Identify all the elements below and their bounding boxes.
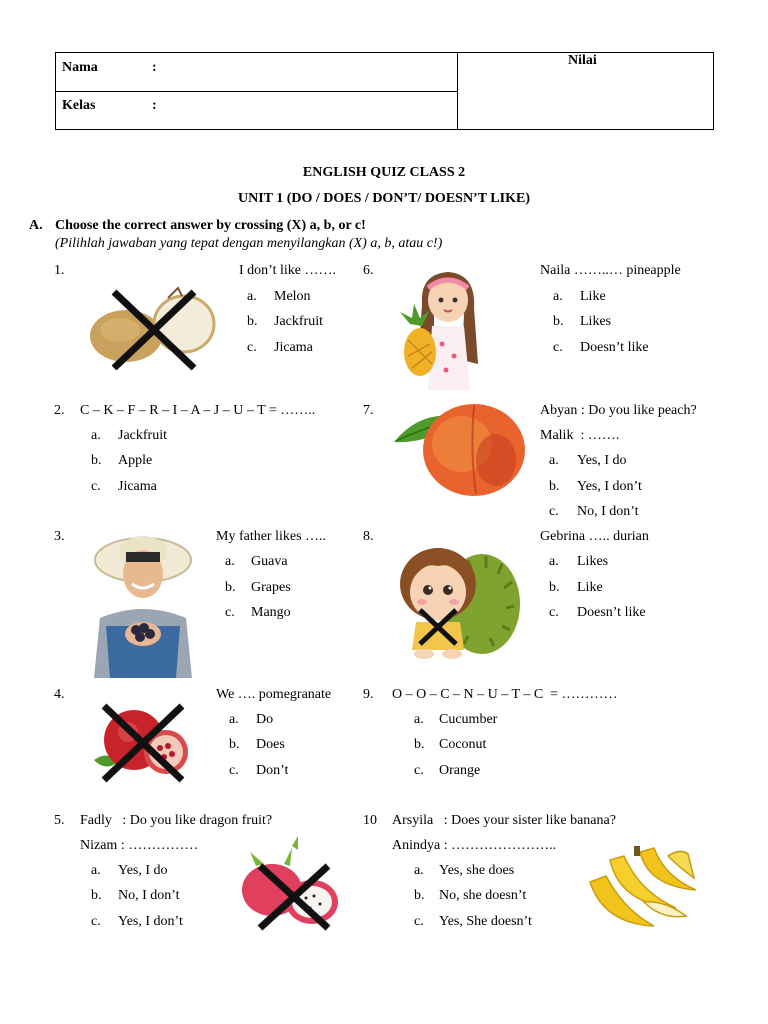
question-number: 9. <box>363 687 374 702</box>
question-number: 10 <box>363 813 377 828</box>
option-letter[interactable]: c. <box>225 605 235 620</box>
nama-label: Nama <box>62 60 98 75</box>
quiz-title: ENGLISH QUIZ CLASS 2 <box>302 165 466 180</box>
dragon-fruit-crossed-image <box>236 836 342 932</box>
option-letter[interactable]: b. <box>549 479 560 494</box>
option-text[interactable]: Apple <box>118 453 153 468</box>
option-letter[interactable]: b. <box>553 314 564 329</box>
option-text[interactable]: Don’t <box>256 763 289 778</box>
option-letter[interactable]: c. <box>91 914 101 929</box>
question-prompt: Fadly : Do you like dragon fruit? <box>80 813 273 828</box>
question-number: 4. <box>54 687 65 702</box>
option-text[interactable]: Doesn’t like <box>580 340 649 355</box>
option-letter[interactable]: a. <box>91 428 101 443</box>
option-text[interactable]: Yes, I do <box>577 453 627 468</box>
option-letter[interactable]: b. <box>225 580 236 595</box>
option-letter[interactable]: b. <box>549 580 560 595</box>
kelas-label: Kelas <box>62 98 96 113</box>
option-text[interactable]: Coconut <box>439 737 487 752</box>
option-text[interactable]: Jicama <box>118 479 157 494</box>
option-text[interactable]: No, I don’t <box>118 888 180 903</box>
option-text[interactable]: Jackfruit <box>274 314 323 329</box>
nilai-label: Nilai <box>568 53 597 68</box>
option-letter[interactable]: b. <box>91 453 102 468</box>
option-letter[interactable]: a. <box>91 863 101 878</box>
option-text[interactable]: Does <box>256 737 285 752</box>
jicama-crossed-image <box>86 284 218 370</box>
question-number: 8. <box>363 529 374 544</box>
option-letter[interactable]: b. <box>91 888 102 903</box>
option-letter[interactable]: a. <box>549 453 559 468</box>
peach-image <box>392 400 528 498</box>
nama-colon: : <box>152 60 157 75</box>
option-letter[interactable]: a. <box>553 289 563 304</box>
option-letter[interactable]: a. <box>549 554 559 569</box>
option-letter[interactable]: c. <box>247 340 257 355</box>
question-prompt: Naila ……..… pineapple <box>540 263 681 278</box>
option-letter[interactable]: b. <box>414 888 425 903</box>
option-letter[interactable]: b. <box>229 737 240 752</box>
header-divider-vertical <box>457 53 458 129</box>
question-number: 2. <box>54 403 65 418</box>
option-letter[interactable]: b. <box>414 737 425 752</box>
option-text[interactable]: No, I don’t <box>577 504 639 519</box>
pomegranate-crossed-image <box>88 700 194 784</box>
option-text[interactable]: Jackfruit <box>118 428 167 443</box>
option-text[interactable]: Jicama <box>274 340 313 355</box>
option-text[interactable]: Yes, I don’t <box>118 914 183 929</box>
question-prompt: C – K – F – R – I – A – J – U – T = …….. <box>80 403 316 418</box>
option-letter[interactable]: c. <box>549 504 559 519</box>
option-letter[interactable]: c. <box>91 479 101 494</box>
question-prompt: O – O – C – N – U – T – C = ………… <box>392 687 618 702</box>
question-prompt: Abyan : Do you like peach? <box>540 403 697 418</box>
question-prompt: I don’t like ……. <box>239 263 336 278</box>
option-letter[interactable]: a. <box>225 554 235 569</box>
section-instruction: Choose the correct answer by crossing (X) a, b, or c! <box>55 218 366 233</box>
option-text[interactable]: Yes, she does <box>439 863 515 878</box>
option-letter[interactable]: b. <box>247 314 258 329</box>
question-number: 5. <box>54 813 65 828</box>
girl-with-pineapple-image <box>392 264 492 394</box>
option-text[interactable]: Yes, I don’t <box>577 479 642 494</box>
section-instruction-id: (Pilihlah jawaban yang tepat dengan menyilangkan (X) a, b, atau c!) <box>55 236 443 251</box>
farmer-with-grapes-image <box>86 530 200 678</box>
option-letter[interactable]: a. <box>247 289 257 304</box>
option-text[interactable]: Orange <box>439 763 481 778</box>
question-number: 6. <box>363 263 374 278</box>
question-prompt: Arsyila : Does your sister like banana? <box>392 813 616 828</box>
option-text[interactable]: Yes, I do <box>118 863 168 878</box>
option-letter[interactable]: a. <box>229 712 239 727</box>
option-text[interactable]: Guava <box>251 554 288 569</box>
option-text[interactable]: Likes <box>577 554 609 569</box>
option-letter[interactable]: a. <box>414 712 424 727</box>
unit-title: UNIT 1 (DO / DOES / DON’T/ DOESN’T LIKE) <box>238 191 530 206</box>
question-prompt: Gebrina ….. durian <box>540 529 649 544</box>
option-letter[interactable]: c. <box>414 914 424 929</box>
option-text[interactable]: Melon <box>274 289 311 304</box>
option-letter[interactable]: a. <box>414 863 424 878</box>
question-prompt: We …. pomegranate <box>216 687 332 702</box>
option-letter[interactable]: c. <box>229 763 239 778</box>
option-text[interactable]: Cucumber <box>439 712 498 727</box>
option-text[interactable]: Yes, She doesn’t <box>439 914 532 929</box>
option-text[interactable]: Like <box>577 580 603 595</box>
question-prompt: My father likes ….. <box>216 529 327 544</box>
option-letter[interactable]: c. <box>549 605 559 620</box>
option-text[interactable]: Likes <box>580 314 612 329</box>
question-number: 3. <box>54 529 65 544</box>
question-number: 1. <box>54 263 65 278</box>
header-divider-horizontal <box>56 91 457 92</box>
option-text[interactable]: Do <box>256 712 274 727</box>
option-text[interactable]: Grapes <box>251 580 291 595</box>
question-number: 7. <box>363 403 374 418</box>
section-letter: A. <box>29 218 43 233</box>
option-text[interactable]: Doesn’t like <box>577 605 646 620</box>
question-prompt-answer: Malik : ……. <box>540 428 620 443</box>
option-text[interactable]: No, she doesn’t <box>439 888 527 903</box>
option-text[interactable]: Like <box>580 289 606 304</box>
girl-with-durian-crossed-image <box>394 526 524 662</box>
option-letter[interactable]: c. <box>414 763 424 778</box>
option-letter[interactable]: c. <box>553 340 563 355</box>
kelas-colon: : <box>152 98 157 113</box>
question-prompt-answer: Anindya : ………………….. <box>392 838 557 853</box>
question-prompt-answer: Nizam : …………… <box>80 838 199 853</box>
bananas-image <box>584 846 706 932</box>
option-text[interactable]: Mango <box>251 605 291 620</box>
